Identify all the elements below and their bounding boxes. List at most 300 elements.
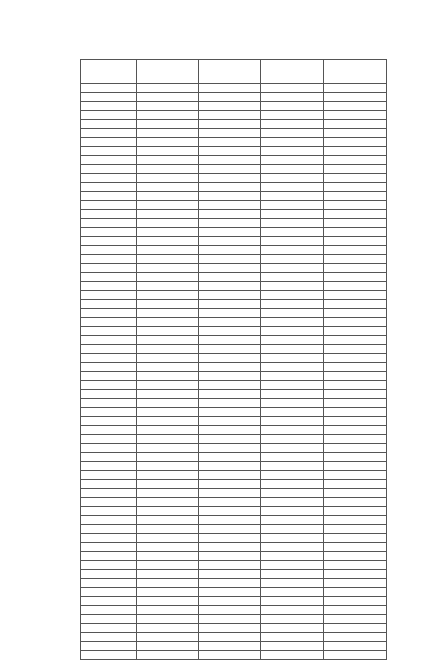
row-col-2: [199, 345, 261, 354]
row-col-3: [261, 489, 324, 498]
row-col-4: [324, 615, 387, 624]
table-row: [81, 138, 387, 147]
row-col-1: [137, 498, 199, 507]
total-col-2: [199, 651, 261, 660]
row-municipality: [81, 363, 137, 372]
table-row: [81, 219, 387, 228]
row-col-2: [199, 264, 261, 273]
table-row: [81, 453, 387, 462]
table-row: [81, 120, 387, 129]
row-col-3: [261, 192, 324, 201]
row-col-4: [324, 228, 387, 237]
row-col-1: [137, 435, 199, 444]
table-row: [81, 588, 387, 597]
statistics-table: [80, 59, 387, 660]
row-col-1: [137, 570, 199, 579]
row-municipality: [81, 93, 137, 102]
row-col-4: [324, 291, 387, 300]
row-col-4: [324, 462, 387, 471]
row-col-4: [324, 480, 387, 489]
row-municipality: [81, 129, 137, 138]
row-col-1: [137, 147, 199, 156]
row-col-1: [137, 444, 199, 453]
table-row: [81, 570, 387, 579]
row-col-2: [199, 273, 261, 282]
row-col-2: [199, 480, 261, 489]
row-col-3: [261, 435, 324, 444]
row-municipality: [81, 642, 137, 651]
row-col-1: [137, 471, 199, 480]
table-row: [81, 597, 387, 606]
row-col-1: [137, 273, 199, 282]
row-col-1: [137, 255, 199, 264]
row-col-3: [261, 354, 324, 363]
table-row: [81, 147, 387, 156]
row-col-3: [261, 84, 324, 93]
row-col-1: [137, 426, 199, 435]
row-col-1: [137, 381, 199, 390]
row-col-3: [261, 606, 324, 615]
row-municipality: [81, 201, 137, 210]
row-col-4: [324, 381, 387, 390]
row-col-2: [199, 408, 261, 417]
row-municipality: [81, 138, 137, 147]
row-municipality: [81, 282, 137, 291]
table-row: [81, 390, 387, 399]
row-col-1: [137, 93, 199, 102]
row-municipality: [81, 354, 137, 363]
row-col-3: [261, 219, 324, 228]
row-col-1: [137, 318, 199, 327]
row-col-1: [137, 417, 199, 426]
row-municipality: [81, 246, 137, 255]
row-col-3: [261, 300, 324, 309]
row-municipality: [81, 444, 137, 453]
row-col-3: [261, 282, 324, 291]
row-col-3: [261, 111, 324, 120]
row-col-4: [324, 129, 387, 138]
row-col-3: [261, 498, 324, 507]
row-col-3: [261, 336, 324, 345]
row-col-1: [137, 516, 199, 525]
row-col-1: [137, 201, 199, 210]
row-col-1: [137, 615, 199, 624]
row-municipality: [81, 120, 137, 129]
row-col-2: [199, 543, 261, 552]
row-col-2: [199, 309, 261, 318]
row-col-3: [261, 399, 324, 408]
table-row: [81, 111, 387, 120]
table-row: [81, 498, 387, 507]
row-municipality: [81, 471, 137, 480]
row-municipality: [81, 552, 137, 561]
row-col-3: [261, 120, 324, 129]
row-col-1: [137, 138, 199, 147]
row-col-2: [199, 489, 261, 498]
row-col-2: [199, 210, 261, 219]
row-col-3: [261, 408, 324, 417]
row-col-1: [137, 372, 199, 381]
row-col-4: [324, 588, 387, 597]
row-municipality: [81, 534, 137, 543]
row-col-2: [199, 462, 261, 471]
row-col-4: [324, 309, 387, 318]
row-col-2: [199, 174, 261, 183]
row-col-2: [199, 615, 261, 624]
row-col-2: [199, 471, 261, 480]
row-col-2: [199, 606, 261, 615]
row-col-2: [199, 291, 261, 300]
row-col-1: [137, 327, 199, 336]
row-col-2: [199, 561, 261, 570]
row-municipality: [81, 255, 137, 264]
table-row: [81, 561, 387, 570]
row-col-1: [137, 192, 199, 201]
table-row: [81, 318, 387, 327]
table-row: [81, 228, 387, 237]
row-municipality: [81, 372, 137, 381]
row-col-3: [261, 642, 324, 651]
header-col-1: [137, 60, 199, 84]
row-col-3: [261, 138, 324, 147]
row-col-2: [199, 372, 261, 381]
row-col-2: [199, 417, 261, 426]
table-row: [81, 84, 387, 93]
row-col-2: [199, 246, 261, 255]
row-col-4: [324, 489, 387, 498]
table-row: [81, 210, 387, 219]
row-col-4: [324, 192, 387, 201]
row-col-2: [199, 138, 261, 147]
row-col-3: [261, 444, 324, 453]
row-col-3: [261, 165, 324, 174]
row-col-2: [199, 84, 261, 93]
row-col-4: [324, 633, 387, 642]
row-col-3: [261, 174, 324, 183]
row-col-2: [199, 552, 261, 561]
row-col-1: [137, 633, 199, 642]
row-col-3: [261, 129, 324, 138]
row-col-2: [199, 192, 261, 201]
row-col-2: [199, 453, 261, 462]
table-row: [81, 444, 387, 453]
row-col-2: [199, 147, 261, 156]
row-municipality: [81, 300, 137, 309]
table-row: [81, 345, 387, 354]
row-municipality: [81, 507, 137, 516]
row-col-4: [324, 264, 387, 273]
row-municipality: [81, 192, 137, 201]
row-municipality: [81, 111, 137, 120]
row-col-4: [324, 444, 387, 453]
row-col-4: [324, 219, 387, 228]
row-municipality: [81, 381, 137, 390]
row-col-4: [324, 597, 387, 606]
row-col-1: [137, 480, 199, 489]
table-row: [81, 381, 387, 390]
row-col-1: [137, 543, 199, 552]
row-municipality: [81, 588, 137, 597]
row-col-1: [137, 345, 199, 354]
row-col-1: [137, 102, 199, 111]
total-label: [81, 651, 137, 660]
table-row: [81, 426, 387, 435]
row-col-2: [199, 525, 261, 534]
row-col-1: [137, 408, 199, 417]
table-row: [81, 525, 387, 534]
row-col-1: [137, 507, 199, 516]
row-col-2: [199, 300, 261, 309]
row-municipality: [81, 165, 137, 174]
table-row: [81, 237, 387, 246]
row-col-1: [137, 246, 199, 255]
row-municipality: [81, 273, 137, 282]
row-col-3: [261, 480, 324, 489]
table-row: [81, 354, 387, 363]
row-col-3: [261, 147, 324, 156]
row-col-1: [137, 210, 199, 219]
row-col-4: [324, 336, 387, 345]
row-col-4: [324, 84, 387, 93]
row-col-4: [324, 318, 387, 327]
row-col-4: [324, 561, 387, 570]
row-municipality: [81, 264, 137, 273]
row-col-4: [324, 471, 387, 480]
row-col-4: [324, 147, 387, 156]
row-col-1: [137, 282, 199, 291]
row-col-1: [137, 120, 199, 129]
row-col-4: [324, 435, 387, 444]
row-col-3: [261, 597, 324, 606]
row-col-4: [324, 210, 387, 219]
row-col-2: [199, 228, 261, 237]
row-col-1: [137, 462, 199, 471]
table-row: [81, 192, 387, 201]
row-col-1: [137, 561, 199, 570]
row-municipality: [81, 318, 137, 327]
row-municipality: [81, 615, 137, 624]
table-row: [81, 363, 387, 372]
row-col-4: [324, 426, 387, 435]
header-col-3: [261, 60, 324, 84]
row-col-4: [324, 372, 387, 381]
row-col-1: [137, 183, 199, 192]
row-col-3: [261, 228, 324, 237]
table-row: [81, 165, 387, 174]
row-col-2: [199, 588, 261, 597]
row-col-4: [324, 543, 387, 552]
row-col-4: [324, 642, 387, 651]
row-col-1: [137, 219, 199, 228]
row-col-1: [137, 237, 199, 246]
row-col-4: [324, 606, 387, 615]
row-municipality: [81, 210, 137, 219]
row-col-1: [137, 606, 199, 615]
row-col-2: [199, 201, 261, 210]
row-col-3: [261, 534, 324, 543]
row-col-1: [137, 174, 199, 183]
table-row: [81, 102, 387, 111]
row-col-2: [199, 435, 261, 444]
row-col-3: [261, 570, 324, 579]
row-col-3: [261, 183, 324, 192]
table-row: [81, 480, 387, 489]
row-col-2: [199, 129, 261, 138]
row-municipality: [81, 489, 137, 498]
table-row: [81, 552, 387, 561]
row-col-3: [261, 543, 324, 552]
row-col-2: [199, 354, 261, 363]
table-row: [81, 336, 387, 345]
table-row: [81, 543, 387, 552]
row-col-4: [324, 300, 387, 309]
row-municipality: [81, 561, 137, 570]
row-municipality: [81, 462, 137, 471]
table-header-row: [81, 60, 387, 84]
row-municipality: [81, 219, 137, 228]
row-col-2: [199, 255, 261, 264]
row-col-1: [137, 336, 199, 345]
row-col-3: [261, 210, 324, 219]
row-municipality: [81, 84, 137, 93]
row-col-4: [324, 255, 387, 264]
row-col-4: [324, 345, 387, 354]
row-col-1: [137, 453, 199, 462]
row-col-3: [261, 390, 324, 399]
row-col-4: [324, 579, 387, 588]
row-col-2: [199, 120, 261, 129]
row-col-3: [261, 426, 324, 435]
row-col-1: [137, 228, 199, 237]
table-row: [81, 174, 387, 183]
row-col-4: [324, 174, 387, 183]
row-col-2: [199, 282, 261, 291]
row-municipality: [81, 291, 137, 300]
row-municipality: [81, 390, 137, 399]
row-col-3: [261, 579, 324, 588]
row-col-2: [199, 498, 261, 507]
row-municipality: [81, 399, 137, 408]
row-col-2: [199, 579, 261, 588]
total-col-1: [137, 651, 199, 660]
row-col-4: [324, 399, 387, 408]
table-row: [81, 300, 387, 309]
table-row: [81, 264, 387, 273]
row-municipality: [81, 606, 137, 615]
row-col-2: [199, 327, 261, 336]
row-col-1: [137, 579, 199, 588]
row-col-3: [261, 381, 324, 390]
row-col-4: [324, 111, 387, 120]
table-row: [81, 372, 387, 381]
row-col-1: [137, 534, 199, 543]
row-col-3: [261, 552, 324, 561]
row-municipality: [81, 579, 137, 588]
row-col-2: [199, 399, 261, 408]
row-col-3: [261, 246, 324, 255]
row-col-3: [261, 201, 324, 210]
row-col-1: [137, 354, 199, 363]
table-row: [81, 417, 387, 426]
table-row: [81, 534, 387, 543]
row-col-2: [199, 642, 261, 651]
table-row: [81, 435, 387, 444]
row-col-2: [199, 336, 261, 345]
row-col-2: [199, 219, 261, 228]
row-municipality: [81, 543, 137, 552]
row-col-4: [324, 390, 387, 399]
row-col-4: [324, 354, 387, 363]
row-col-2: [199, 165, 261, 174]
row-municipality: [81, 426, 137, 435]
row-municipality: [81, 570, 137, 579]
row-col-1: [137, 399, 199, 408]
row-col-3: [261, 264, 324, 273]
row-municipality: [81, 327, 137, 336]
table-row: [81, 606, 387, 615]
row-col-3: [261, 561, 324, 570]
row-municipality: [81, 228, 137, 237]
row-col-3: [261, 462, 324, 471]
row-col-2: [199, 624, 261, 633]
row-col-1: [137, 390, 199, 399]
row-col-1: [137, 552, 199, 561]
row-municipality: [81, 156, 137, 165]
row-col-4: [324, 282, 387, 291]
row-col-3: [261, 507, 324, 516]
row-municipality: [81, 633, 137, 642]
row-municipality: [81, 174, 137, 183]
row-col-3: [261, 588, 324, 597]
row-municipality: [81, 525, 137, 534]
row-col-4: [324, 408, 387, 417]
table-row: [81, 624, 387, 633]
row-col-3: [261, 525, 324, 534]
row-col-3: [261, 273, 324, 282]
row-col-3: [261, 453, 324, 462]
table-row: [81, 642, 387, 651]
header-municipality: [81, 60, 137, 84]
row-col-2: [199, 597, 261, 606]
header-col-2: [199, 60, 261, 84]
row-col-1: [137, 300, 199, 309]
row-col-4: [324, 246, 387, 255]
row-municipality: [81, 408, 137, 417]
row-col-3: [261, 615, 324, 624]
row-municipality: [81, 183, 137, 192]
row-col-1: [137, 156, 199, 165]
row-col-2: [199, 507, 261, 516]
table-row: [81, 246, 387, 255]
row-col-4: [324, 534, 387, 543]
table-row: [81, 327, 387, 336]
row-col-4: [324, 516, 387, 525]
table-body: [81, 84, 387, 660]
row-col-2: [199, 570, 261, 579]
row-municipality: [81, 237, 137, 246]
row-col-2: [199, 183, 261, 192]
row-col-4: [324, 498, 387, 507]
row-col-4: [324, 417, 387, 426]
row-col-3: [261, 633, 324, 642]
table-row: [81, 516, 387, 525]
row-col-3: [261, 516, 324, 525]
row-col-2: [199, 363, 261, 372]
row-col-4: [324, 570, 387, 579]
row-col-4: [324, 237, 387, 246]
row-col-4: [324, 138, 387, 147]
row-municipality: [81, 102, 137, 111]
